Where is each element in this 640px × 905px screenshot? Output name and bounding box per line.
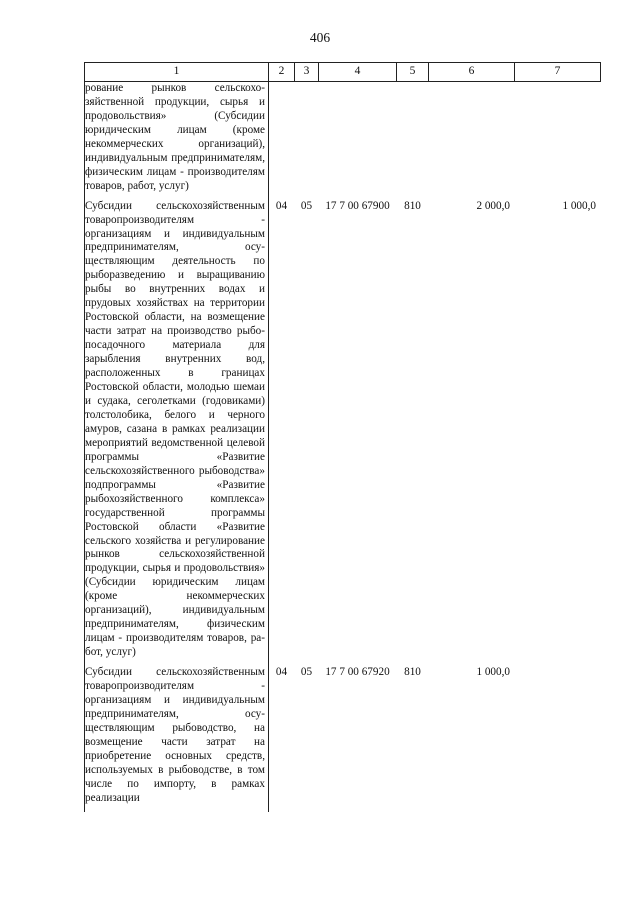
row-expense-type: [397, 82, 429, 200]
header-col-6: 6: [429, 63, 515, 82]
row-expense-type: 810: [404, 199, 421, 212]
row-target-code: 17 7 00 67920: [325, 666, 390, 679]
row-subsection: 05: [300, 666, 313, 679]
row-sum-2: 1 000,0: [562, 199, 596, 212]
row-section: 04: [275, 666, 288, 679]
header-col-2: 2: [269, 63, 295, 82]
row-name: Субсидии сельскохозяйственным товаропроизводителям - организациям и индивидуальным предпринимателям, осуществляющим деятельность по рыборазведению и выращиванию рыбы во внутренних водах и прудовых хозяйствах на территории Ростовской области, на возмещение части затрат на производство рыбопосадочного материала для зарыбления внутренних вод, расположенных в границах Ростовской области, молодью шемаи и судака, сеголетками (годовиками) толстолобика, белого и черного амуров, сазана в рамках реализации мероприятий ведомственной целевой программы «Развитие сельскохозяйственного рыбоводства» подпрограммы «Развитие рыбохозяйственного комплекса» государственной программы Ростовской области «Развитие сельского хозяйства и регулирование рынков сельскохозяйственной продукции, сырья и продовольствия» (Субсидии юридическим лицам (кроме некоммерческих организаций), индивидуальным предпринимателям, физическим лицам - производителям товаров, работ, услуг): [85, 200, 269, 666]
row-sum-1: 2 000,0: [476, 199, 510, 212]
row-subsection: [295, 82, 319, 200]
header-col-5: 5: [397, 63, 429, 82]
table-row: [85, 82, 601, 200]
row-target-code: [319, 82, 397, 200]
header-row: [85, 63, 601, 82]
row-sum-1: 1 000,0: [476, 666, 510, 679]
row-sum-2: [515, 82, 601, 200]
budget-table: [84, 62, 601, 812]
table-row: [85, 666, 601, 812]
row-section: 04: [275, 199, 288, 212]
row-name: Субсидии сельскохозяйственным товаропроизводителям - организациям и индивидуальным предпринимателям, осуществляющим рыбоводство, на возмещение части затрат на приобретение основных средств, используемых в рыбоводстве, в том числе по импорту, в рамках реализации: [85, 666, 269, 812]
row-target-code: 17 7 00 67900: [325, 199, 390, 212]
page-number: 406: [309, 30, 331, 45]
header-col-3: 3: [295, 63, 319, 82]
table-row: [85, 200, 601, 666]
row-sum-2: [515, 666, 601, 812]
row-name: рование рынков сельскохозяйственной продукции, сырья и продовольствия» (Субсидии юридическим лицам (кроме некоммерческих организаций), индивидуальным предпринимателям, физическим лицам - производителям товаров, работ, услуг): [85, 82, 269, 200]
row-sum-1: [429, 82, 515, 200]
header-col-7: 7: [515, 63, 601, 82]
row-section: [269, 82, 295, 200]
header-col-1: 1: [85, 63, 269, 82]
row-expense-type: 810: [404, 666, 421, 679]
row-subsection: 05: [300, 199, 313, 212]
header-col-4: 4: [319, 63, 397, 82]
